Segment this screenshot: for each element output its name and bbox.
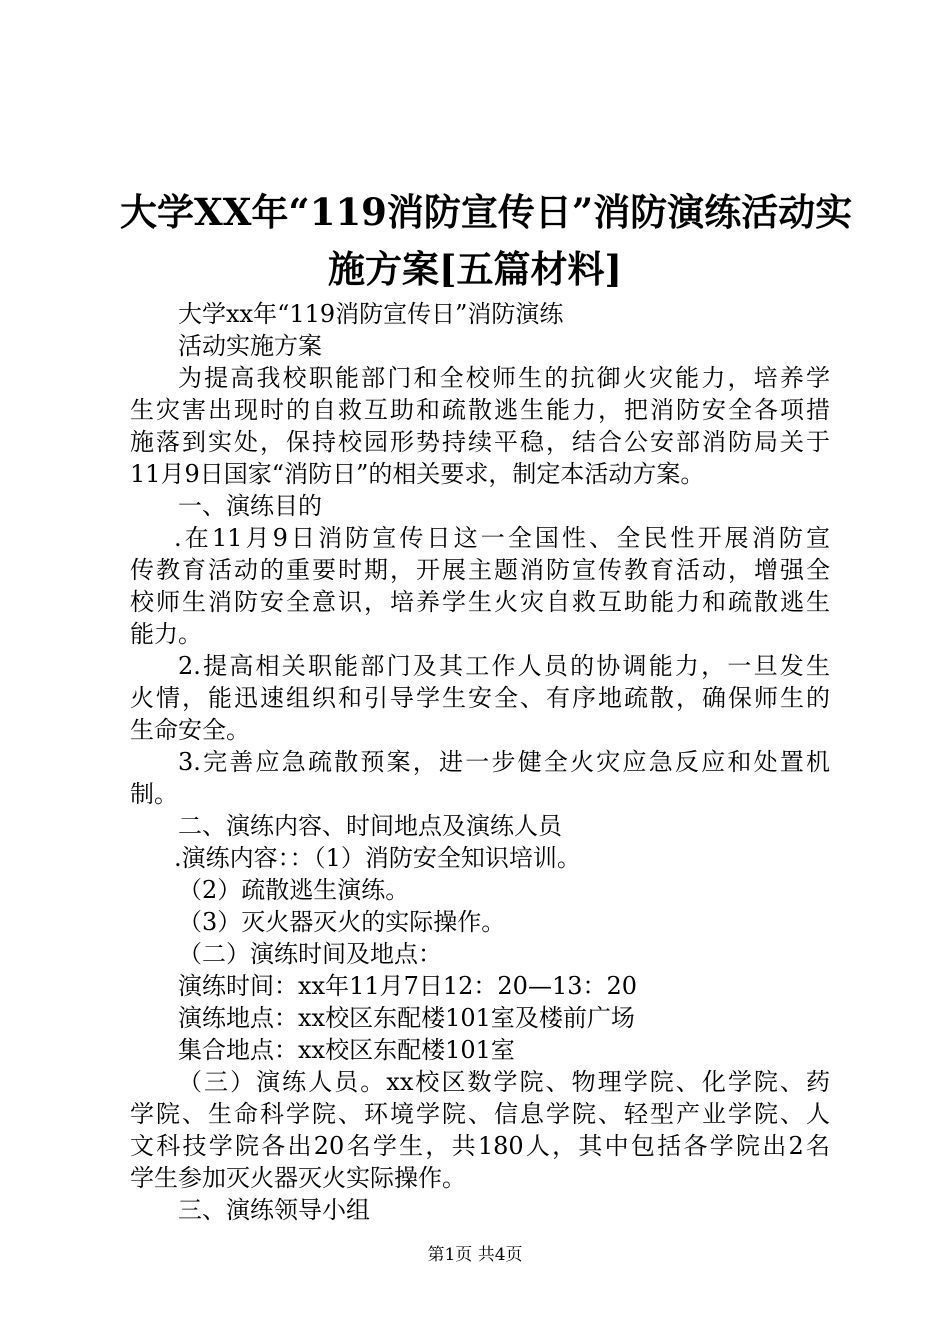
section-heading: 一、演练目的	[178, 492, 322, 520]
body-line: 大学xx年“119消防宣传日”消防演练	[178, 300, 564, 328]
body-line: 生命安全。	[130, 716, 250, 744]
body-line: （二）演练时间及地点：	[178, 940, 442, 968]
body-line: 传教育活动的重要时期，开展主题消防宣传教育活动，增强全	[130, 556, 830, 584]
document-title-line-1: 大学XX年“119消防宣传日”消防演练活动实	[120, 190, 853, 234]
body-line: 火情，能迅速组织和引导学生安全、有序地疏散，确保师生的	[130, 684, 830, 712]
body-line: .在11月9日消防宣传日这一全国性、全民性开展消防宣	[174, 524, 830, 552]
body-line: 文科技学院各出20名学生，共180人，其中包括各学院出2名	[130, 1132, 830, 1160]
section-heading: 三、演练领导小组	[178, 1196, 370, 1224]
body-line: 施落到实处，保持校园形势持续平稳，结合公安部消防局关于	[130, 428, 830, 456]
body-line: 集合地点：xx校区东配楼101室	[178, 1036, 515, 1064]
body-line: 校师生消防安全意识，培养学生火灾自救互助能力和疏散逃生	[130, 588, 830, 616]
body-line: .演练内容：：（1）消防安全知识培训。	[174, 844, 581, 872]
document-title-line-2: 施方案[五篇材料]	[327, 247, 622, 291]
body-line: 生灾害出现时的自救互助和疏散逃生能力，把消防安全各项措	[130, 396, 830, 424]
body-line: 能力。	[130, 620, 202, 648]
body-line: 2.提高相关职能部门及其工作人员的协调能力，一旦发生	[178, 652, 830, 680]
document-body	[130, 298, 830, 1226]
body-line: 11月9日国家“消防日”的相关要求，制定本活动方案。	[130, 460, 705, 488]
body-line: 学院、生命科学院、环境学院、信息学院、轻型产业学院、人	[130, 1100, 830, 1128]
body-line: 活动实施方案	[178, 332, 322, 360]
body-line: 演练地点：xx校区东配楼101室及楼前广场	[178, 1004, 635, 1032]
page-footer: 第1页 共4页	[427, 1245, 523, 1265]
body-line: 为提高我校职能部门和全校师生的抗御火灾能力，培养学	[178, 364, 830, 392]
body-line: 演练时间：xx年11月7日12：20—13：20	[178, 972, 638, 1000]
section-heading: 二、演练内容、时间地点及演练人员	[178, 812, 562, 840]
body-line: （2）疏散逃生演练。	[178, 876, 410, 904]
body-line: 制。	[130, 780, 178, 808]
body-line: （3）灭火器灭火的实际操作。	[178, 908, 506, 936]
body-line: （三）演练人员。xx校区数学院、物理学院、化学院、药	[178, 1068, 830, 1096]
body-line: 3.完善应急疏散预案，进一步健全火灾应急反应和处置机	[178, 748, 830, 776]
body-line: 学生参加灭火器灭火实际操作。	[130, 1164, 466, 1192]
